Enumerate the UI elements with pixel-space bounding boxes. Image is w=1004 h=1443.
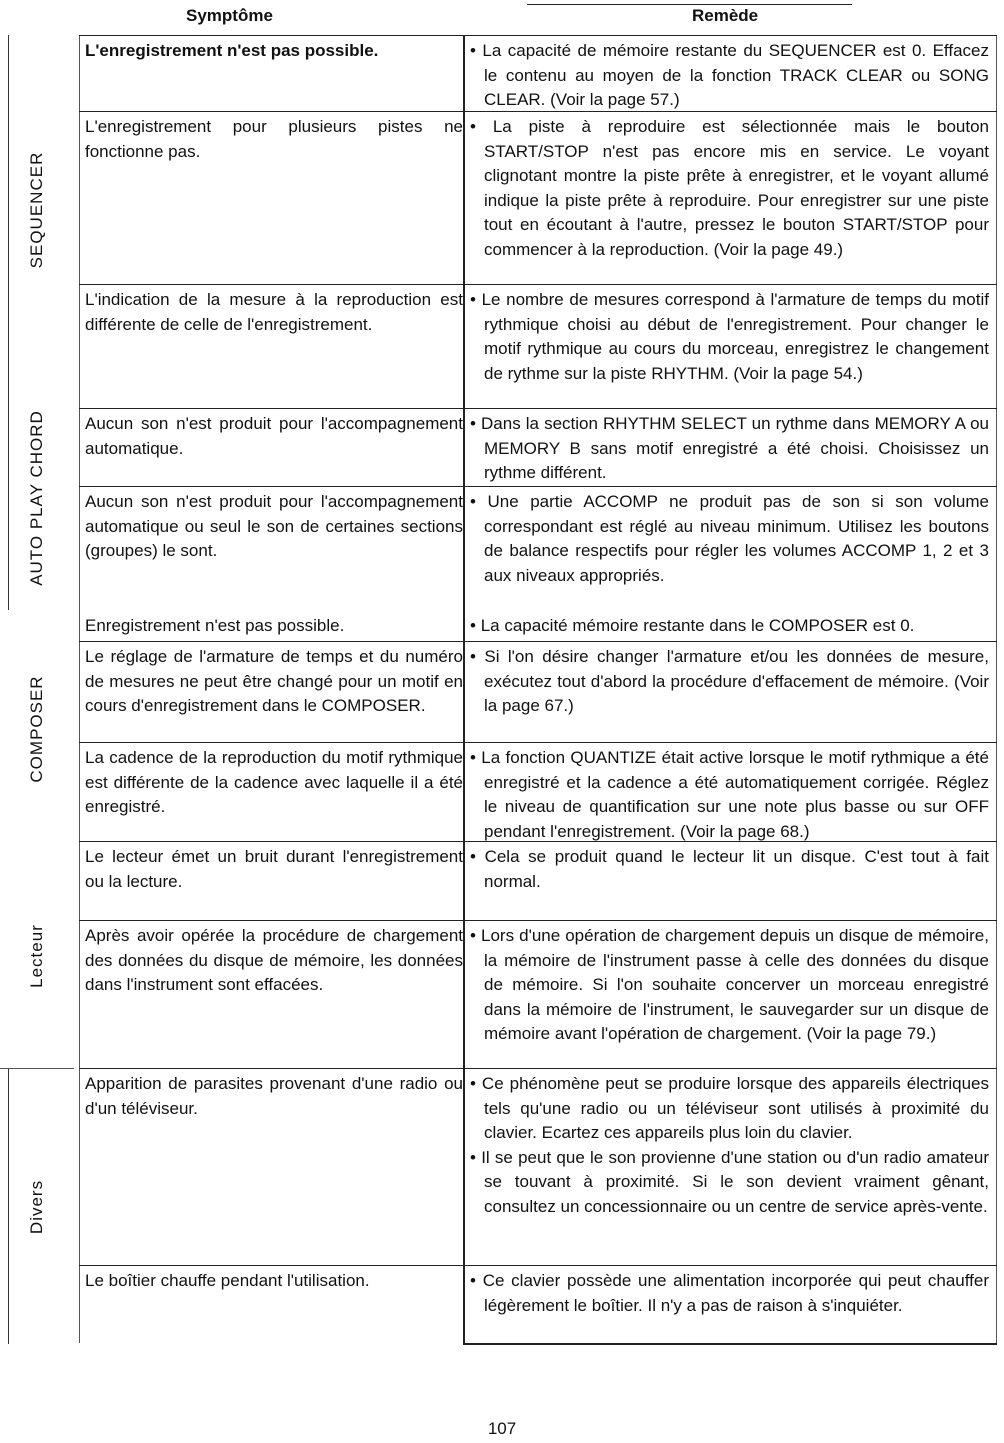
table-row — [79, 920, 997, 1069]
symptom-text: Apparition de parasites provenant d'une radio ou d'un téléviseur. — [85, 1074, 463, 1118]
remedy-text: • Dans la section RHYTHM SELECT un rythme dans MEMORY A ou MEMORY B sans motif enregistré a été choisi. Choisissez un rythme différent. — [464, 412, 989, 486]
remedy-text: • Le nombre de mesures correspond à l'armature de temps du motif rythmique choisi au début de l'enregistrement. Pour changer le motif rythmique au cours du morceau, enregistrez le changement de rythme sur la piste RHYTHM. (Voir la page 54.) — [464, 288, 989, 386]
remedy-text: • La capacité de mémoire restante du SEQUENCER est 0. Effacez le contenu au moyen de la fonction TRACK CLEAR ou SONG CLEAR. (Voir la page 57.) — [464, 39, 989, 113]
table-row — [79, 408, 997, 487]
symptom-text: L'enregistrement n'est pas possible. — [85, 41, 379, 60]
group-label-sequencer: SEQUENCER — [27, 151, 46, 269]
remedy-text: • Une partie ACCOMP ne produit pas de son si son volume correspondant est réglé au niveau minimum. Utilisez les boutons de balance respectifs pour régler les volumes ACCOMP 1, 2 et 3 aux niveaux appropriés. — [464, 490, 989, 588]
remedy-cell — [464, 288, 989, 386]
group-lecteur — [0, 843, 74, 1068]
table-row — [79, 35, 997, 112]
remedy-cell — [464, 614, 989, 639]
remedy-text: • Ce phénomène peut se produire lorsque des appareils électriques tels qu'une radio ou un téléviseur sont utilisés à proximité du clavier. Ecartez ces appareils plus loin du clavier. — [464, 1072, 989, 1146]
remedy-cell — [464, 412, 989, 486]
remedy-cell — [464, 1072, 989, 1219]
remedy-text: • La capacité mémoire restante dans le COMPOSER est 0. — [464, 614, 989, 639]
remedy-cell — [464, 490, 989, 588]
remedy-cell — [464, 746, 989, 844]
header-symptom: Symptôme — [186, 6, 273, 25]
remedy-text: • Cela se produit quand le lecteur lit un disque. C'est tout à fait normal. — [464, 845, 989, 894]
symptom-text: L'indication de la mesure à la reproduction est différente de celle de l'enregistrement. — [85, 290, 463, 334]
page-number: 107 — [487, 1419, 517, 1438]
group-divers — [0, 1068, 74, 1344]
group-bar — [8, 385, 9, 610]
table-row — [79, 1068, 997, 1266]
group-label-lecteur: Lecteur — [27, 923, 46, 988]
table-row — [79, 111, 997, 285]
table-row — [79, 641, 997, 743]
table-row — [79, 1265, 997, 1344]
table-row — [79, 742, 997, 842]
symptom-text: Le lecteur émet un bruit durant l'enregistrement ou la lecture. — [85, 847, 463, 891]
group-label-composer: COMPOSER — [27, 675, 46, 783]
table-row — [79, 486, 997, 612]
symptom-text: Aucun son n'est produit pour l'accompagnement automatique ou seul le son de certaines sections (groupes) le sont. — [85, 492, 463, 560]
header-rule — [527, 4, 852, 5]
symptom-text: Le réglage de l'armature de temps et du numéro de mesures ne peut être changé pour un motif en cours d'enregistrement dans le COMPOSER. — [85, 647, 463, 715]
remedy-text: • Si l'on désire changer l'armature et/ou les données de mesure, exécutez tout d'abord la procédure d'effacement de mémoire. (Voir la page 67.) — [464, 645, 989, 719]
symptom-text: Aucun son n'est produit pour l'accompagnement automatique. — [85, 414, 463, 458]
remedy-cell — [464, 1269, 989, 1318]
group-bar — [8, 35, 9, 385]
symptom-text: Après avoir opérée la procédure de chargement des données du disque de mémoire, les données dans l'instrument sont effacées. — [85, 926, 463, 994]
remedy-cell — [464, 115, 989, 262]
remedy-cell — [464, 645, 989, 719]
table-row — [79, 611, 997, 641]
group-label-autoplay: AUTO PLAY CHORD — [27, 409, 46, 586]
group-sequencer — [0, 35, 74, 385]
group-autoplay — [0, 385, 74, 610]
remedy-text: • Ce clavier possède une alimentation incorporée qui peut chauffer légèrement le boîtier. Il n'y a pas de raison à s'inquiéter. — [464, 1269, 989, 1318]
remedy-cell — [464, 924, 989, 1047]
group-composer — [0, 615, 74, 843]
remedy-cell — [464, 845, 989, 894]
remedy-text: • Il se peut que le son provienne d'une station ou d'un radio amateur se touvant à proximité. Si le son devient vraiment gênant, consultez un concessionnaire ou un centre de service après-vente. — [464, 1146, 989, 1220]
symptom-text: La cadence de la reproduction du motif rythmique est différente de la cadence avec laquelle il a été enregistré. — [85, 748, 463, 816]
table-row — [79, 284, 997, 409]
remedy-text: • La piste à reproduire est sélectionnée mais le bouton START/STOP n'est pas encore mis en service. Le voyant clignotant montre la piste prête à enregistrer, et le voyant allumé indique la piste prête à reproduire. Pour enregistrer sur une piste tout en écoutant à l'autre, pressez le bouton START/STOP pour commencer à la reproduction. (Voir la page 49.) — [464, 115, 989, 262]
group-bar — [8, 1069, 9, 1344]
remedy-text: • La fonction QUANTIZE était active lorsque le motif rythmique a été enregistré et la cadence a été automatiquement corrigée. Réglez le niveau de quantification sur une note plus basse ou sur OFF pendant l'enregistrement. (Voir la page 68.) — [464, 746, 989, 844]
table-row — [79, 841, 997, 921]
remedy-text: • Lors d'une opération de chargement depuis un disque de mémoire, la mémoire de l'instrument passe à celle des données du disque de mémoire. Si l'on souhaite concerver un morceau enregistré dans la mémoire de l'instrument, le sauvegarder sur un disque de mémoire avant l'opération de chargement. (Voir la page 79.) — [464, 924, 989, 1047]
symptom-text: Enregistrement n'est pas possible. — [85, 616, 345, 635]
symptom-text: L'enregistrement pour plusieurs pistes ne fonctionne pas. — [85, 117, 463, 161]
group-label-divers: Divers — [27, 1179, 46, 1234]
remedy-cell — [464, 39, 989, 113]
symptom-text: Le boîtier chauffe pendant l'utilisation. — [85, 1271, 370, 1290]
header-remedy: Remède — [692, 6, 759, 25]
